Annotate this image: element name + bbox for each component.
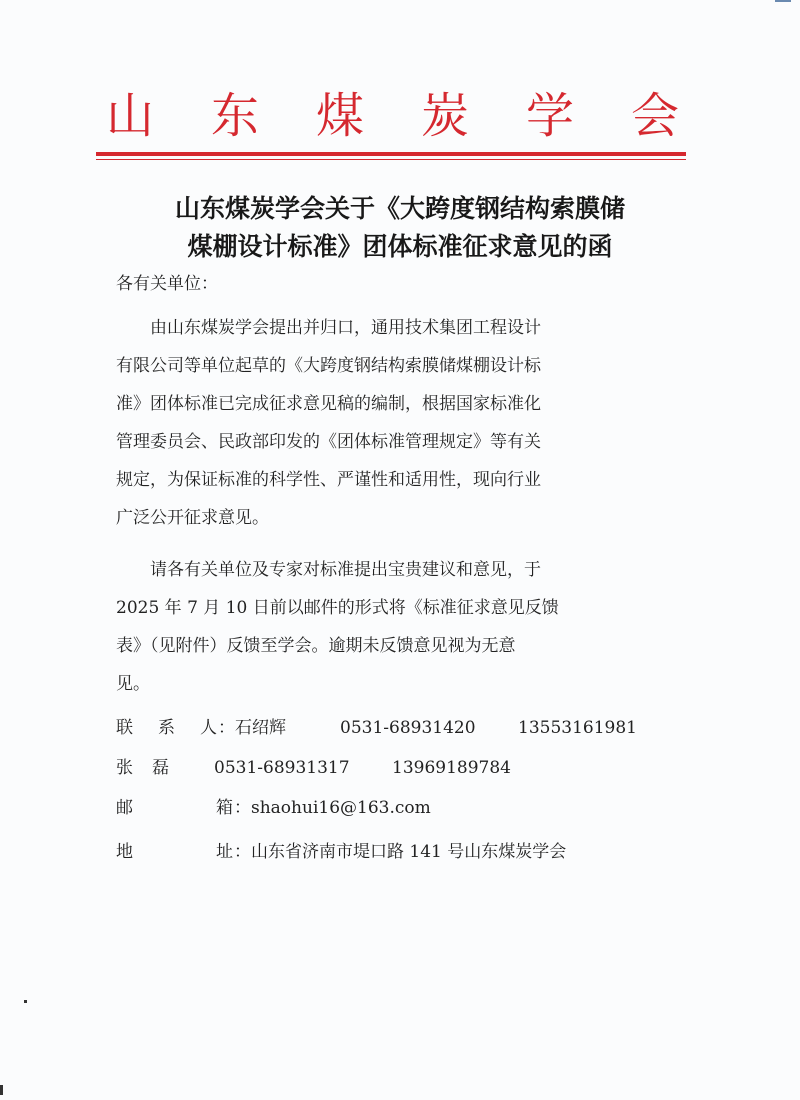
address-label-char: 址 [216, 842, 233, 862]
letterhead-rule-thin [96, 159, 686, 160]
document-title-line-1: 山东煤炭学会关于《大跨度钢结构索膜储 [174, 194, 625, 223]
paragraph-1-line: 管理委员会、民政部印发的《团体标准管理规定》等有关 [116, 432, 541, 452]
contact-phone: 0531-68931420 [340, 718, 476, 738]
paragraph-2-line: 请各有关单位及专家对标准提出宝贵建议和意见，于 [150, 560, 541, 580]
letterhead [100, 86, 685, 146]
salutation: 各有关单位： [116, 274, 218, 294]
paragraph-2-line: 表》（见附件）反馈至学会。逾期未反馈意见视为无意 [116, 636, 516, 656]
paragraph-1-line: 由山东煤炭学会提出并归口，通用技术集团工程设计 [150, 318, 541, 338]
letterhead-rule-thick [96, 152, 686, 156]
paragraph-1-line: 有限公司等单位起草的《大跨度钢结构索膜储煤棚设计标 [116, 356, 541, 376]
contact-mobile: 13553161981 [518, 718, 637, 738]
scan-speck [24, 1000, 27, 1003]
paragraph-1-line: 规定，为保证标准的科学性、严谨性和适用性，现向行业 [116, 470, 541, 490]
letterhead-char: 会 [630, 88, 679, 144]
paragraph-1-line: 广泛公开征求意见。 [116, 508, 269, 528]
scan-speck [0, 1085, 3, 1095]
paragraph-1-line: 准》团体标准已完成征求意见稿的编制，根据国家标准化 [116, 394, 541, 414]
document-title-line-2: 煤棚设计标准》团体标准征求意见的函 [187, 232, 613, 261]
contact-label-char: 系 [158, 718, 175, 738]
letterhead-char: 煤 [315, 88, 364, 144]
letterhead-char: 山 [105, 88, 154, 144]
address-label-char: 地 [116, 842, 133, 862]
email-value: ：shaohui16@163.com [234, 798, 431, 818]
email-label-char: 邮 [116, 798, 133, 818]
contact-label-char: 联 [116, 718, 133, 738]
letterhead-char: 炭 [420, 88, 469, 144]
paragraph-2-line: 2025 年 7 月 10 日前以邮件的形式将《标准征求意见反馈 [116, 598, 559, 618]
second-contact-char: 磊 [152, 758, 169, 778]
second-phone: 0531-68931317 [214, 758, 350, 778]
letterhead-char: 东 [210, 88, 259, 144]
letterhead-char: 学 [525, 88, 574, 144]
address-value: ：山东省济南市堤口路 141 号山东煤炭学会 [234, 842, 567, 862]
contact-name: ：石绍辉 [218, 718, 286, 738]
email-label-char: 箱 [216, 798, 233, 818]
contact-label-char: 人 [200, 718, 217, 738]
paragraph-2-line: 见。 [116, 674, 150, 694]
scan-speck [775, 0, 791, 2]
second-mobile: 13969189784 [392, 758, 511, 778]
second-contact-char: 张 [116, 758, 133, 778]
